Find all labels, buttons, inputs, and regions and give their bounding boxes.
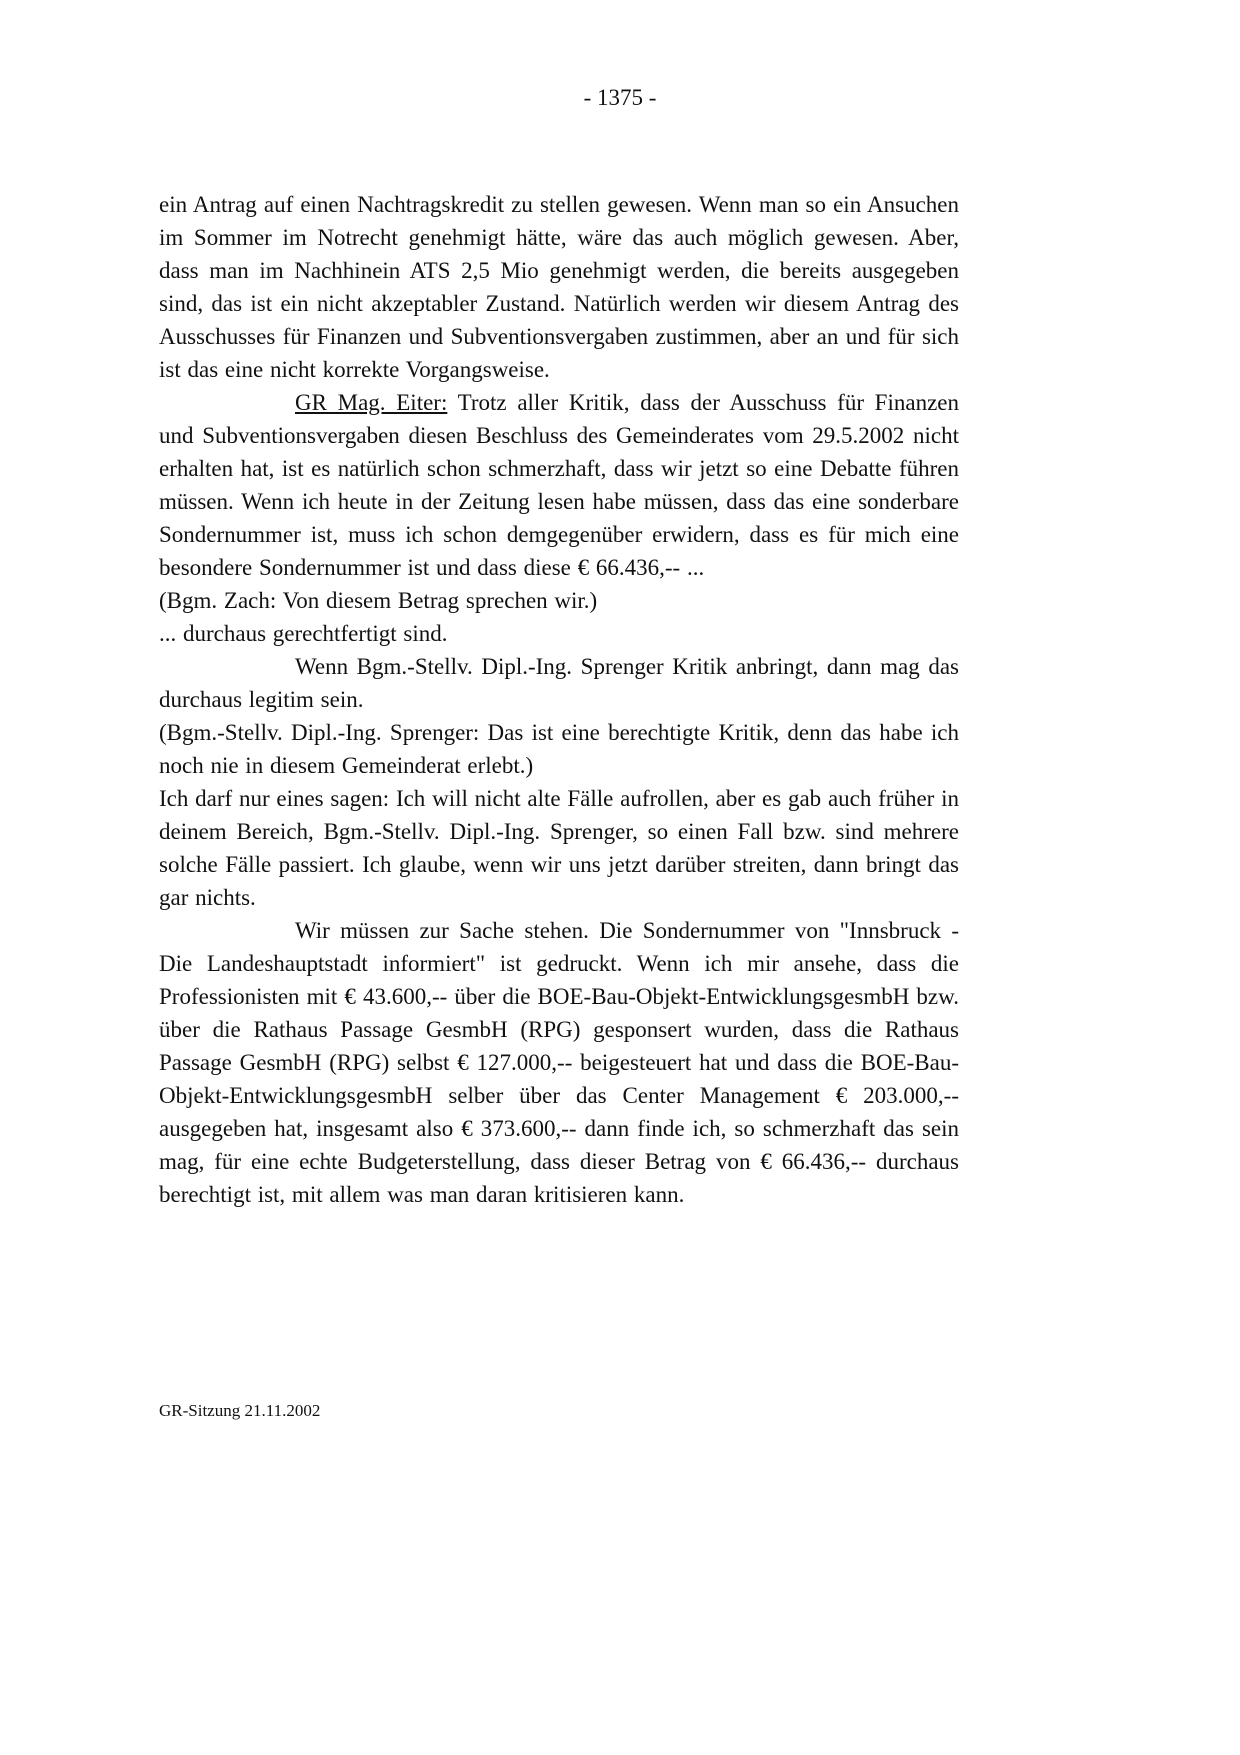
page-number: - 1375 -: [583, 85, 657, 110]
paragraph: [159, 716, 959, 782]
paragraph-text: (Bgm. Zach: Von diesem Betrag sprechen wir.): [159, 588, 598, 613]
paragraph: [159, 386, 959, 584]
paragraph-text: Ich darf nur eines sagen: Ich will nicht alte Fälle aufrollen, aber es gab auch früher in deinem Bereich, Bgm.-Stellv. Dipl.-Ing. Sprenger, so einen Fall bzw. sind mehrere solche Fälle passiert. Ich glaube, wenn wir uns jetzt darüber streiten, dann bringt das gar nichts.: [159, 786, 959, 910]
paragraph-text: ein Antrag auf einen Nachtragskredit zu stellen gewesen. Wenn man so ein Ansuchen im Sommer im Notrecht genehmigt hätte, wäre das auch möglich gewesen. Aber, dass man im Nachhinein ATS 2,5 Mio genehmigt werden, die bereits ausgegeben sind, das ist ein nicht akzeptabler Zustand. Natürlich werden wir diesem Antrag des Ausschusses für Finanzen und Subventionsvergaben zustimmen, aber an und für sich ist das eine nicht korrekte Vorgangsweise.: [159, 192, 959, 382]
paragraph: [159, 617, 959, 650]
paragraph-text: Wenn Bgm.-Stellv. Dipl.-Ing. Sprenger Kritik anbringt, dann mag das durchaus legitim sein.: [159, 654, 959, 712]
paragraph-text: (Bgm.-Stellv. Dipl.-Ing. Sprenger: Das ist eine berechtigte Kritik, denn das habe ich noch nie in diesem Gemeinderat erlebt.): [159, 720, 959, 778]
paragraph-text: Wir müssen zur Sache stehen. Die Sondernummer von "Innsbruck - Die Landeshauptstadt informiert" ist gedruckt. Wenn ich mir ansehe, dass die Professionisten mit € 43.600,-- über die BOE-Bau-Objekt-EntwicklungsgesmbH bzw. über die Rathaus Passage GesmbH (RPG) gesponsert wurden, dass die Rathaus Passage GesmbH (RPG) selbst € 127.000,-- beigesteuert hat und dass die BOE-Bau-Objekt-EntwicklungsgesmbH selber über das Center Management € 203.000,-- ausgegeben hat, insgesamt also € 373.600,-- dann finde ich, so schmerzhaft das sein mag, für eine echte Budgeterstellung, dass dieser Betrag von € 66.436,-- durchaus berechtigt ist, mit allem was man daran kritisieren kann.: [159, 918, 959, 1207]
speaker-name: GR Mag. Eiter:: [295, 390, 448, 415]
paragraph: [159, 584, 959, 617]
paragraph-text: ... durchaus gerechtfertigt sind.: [159, 621, 448, 646]
paragraph: [159, 914, 959, 1211]
paragraph: [159, 650, 959, 716]
paragraph: [159, 188, 959, 386]
paragraph-text: Trotz aller Kritik, dass der Ausschuss für Finanzen und Subventionsvergaben diesen Beschluss des Gemeinderates vom 29.5.2002 nicht erhalten hat, ist es natürlich schon schmerzhaft, dass wir jetzt so eine Debatte führen müssen. Wenn ich heute in der Zeitung lesen habe müssen, dass das eine sonderbare Sondernummer ist, muss ich schon demgegenüber erwidern, dass es für mich eine besondere Sondernummer ist und dass diese € 66.436,-- ...: [159, 390, 959, 580]
paragraph: [159, 782, 959, 914]
document-body: [159, 188, 959, 1211]
page-footer: GR-Sitzung 21.11.2002: [159, 1401, 321, 1420]
